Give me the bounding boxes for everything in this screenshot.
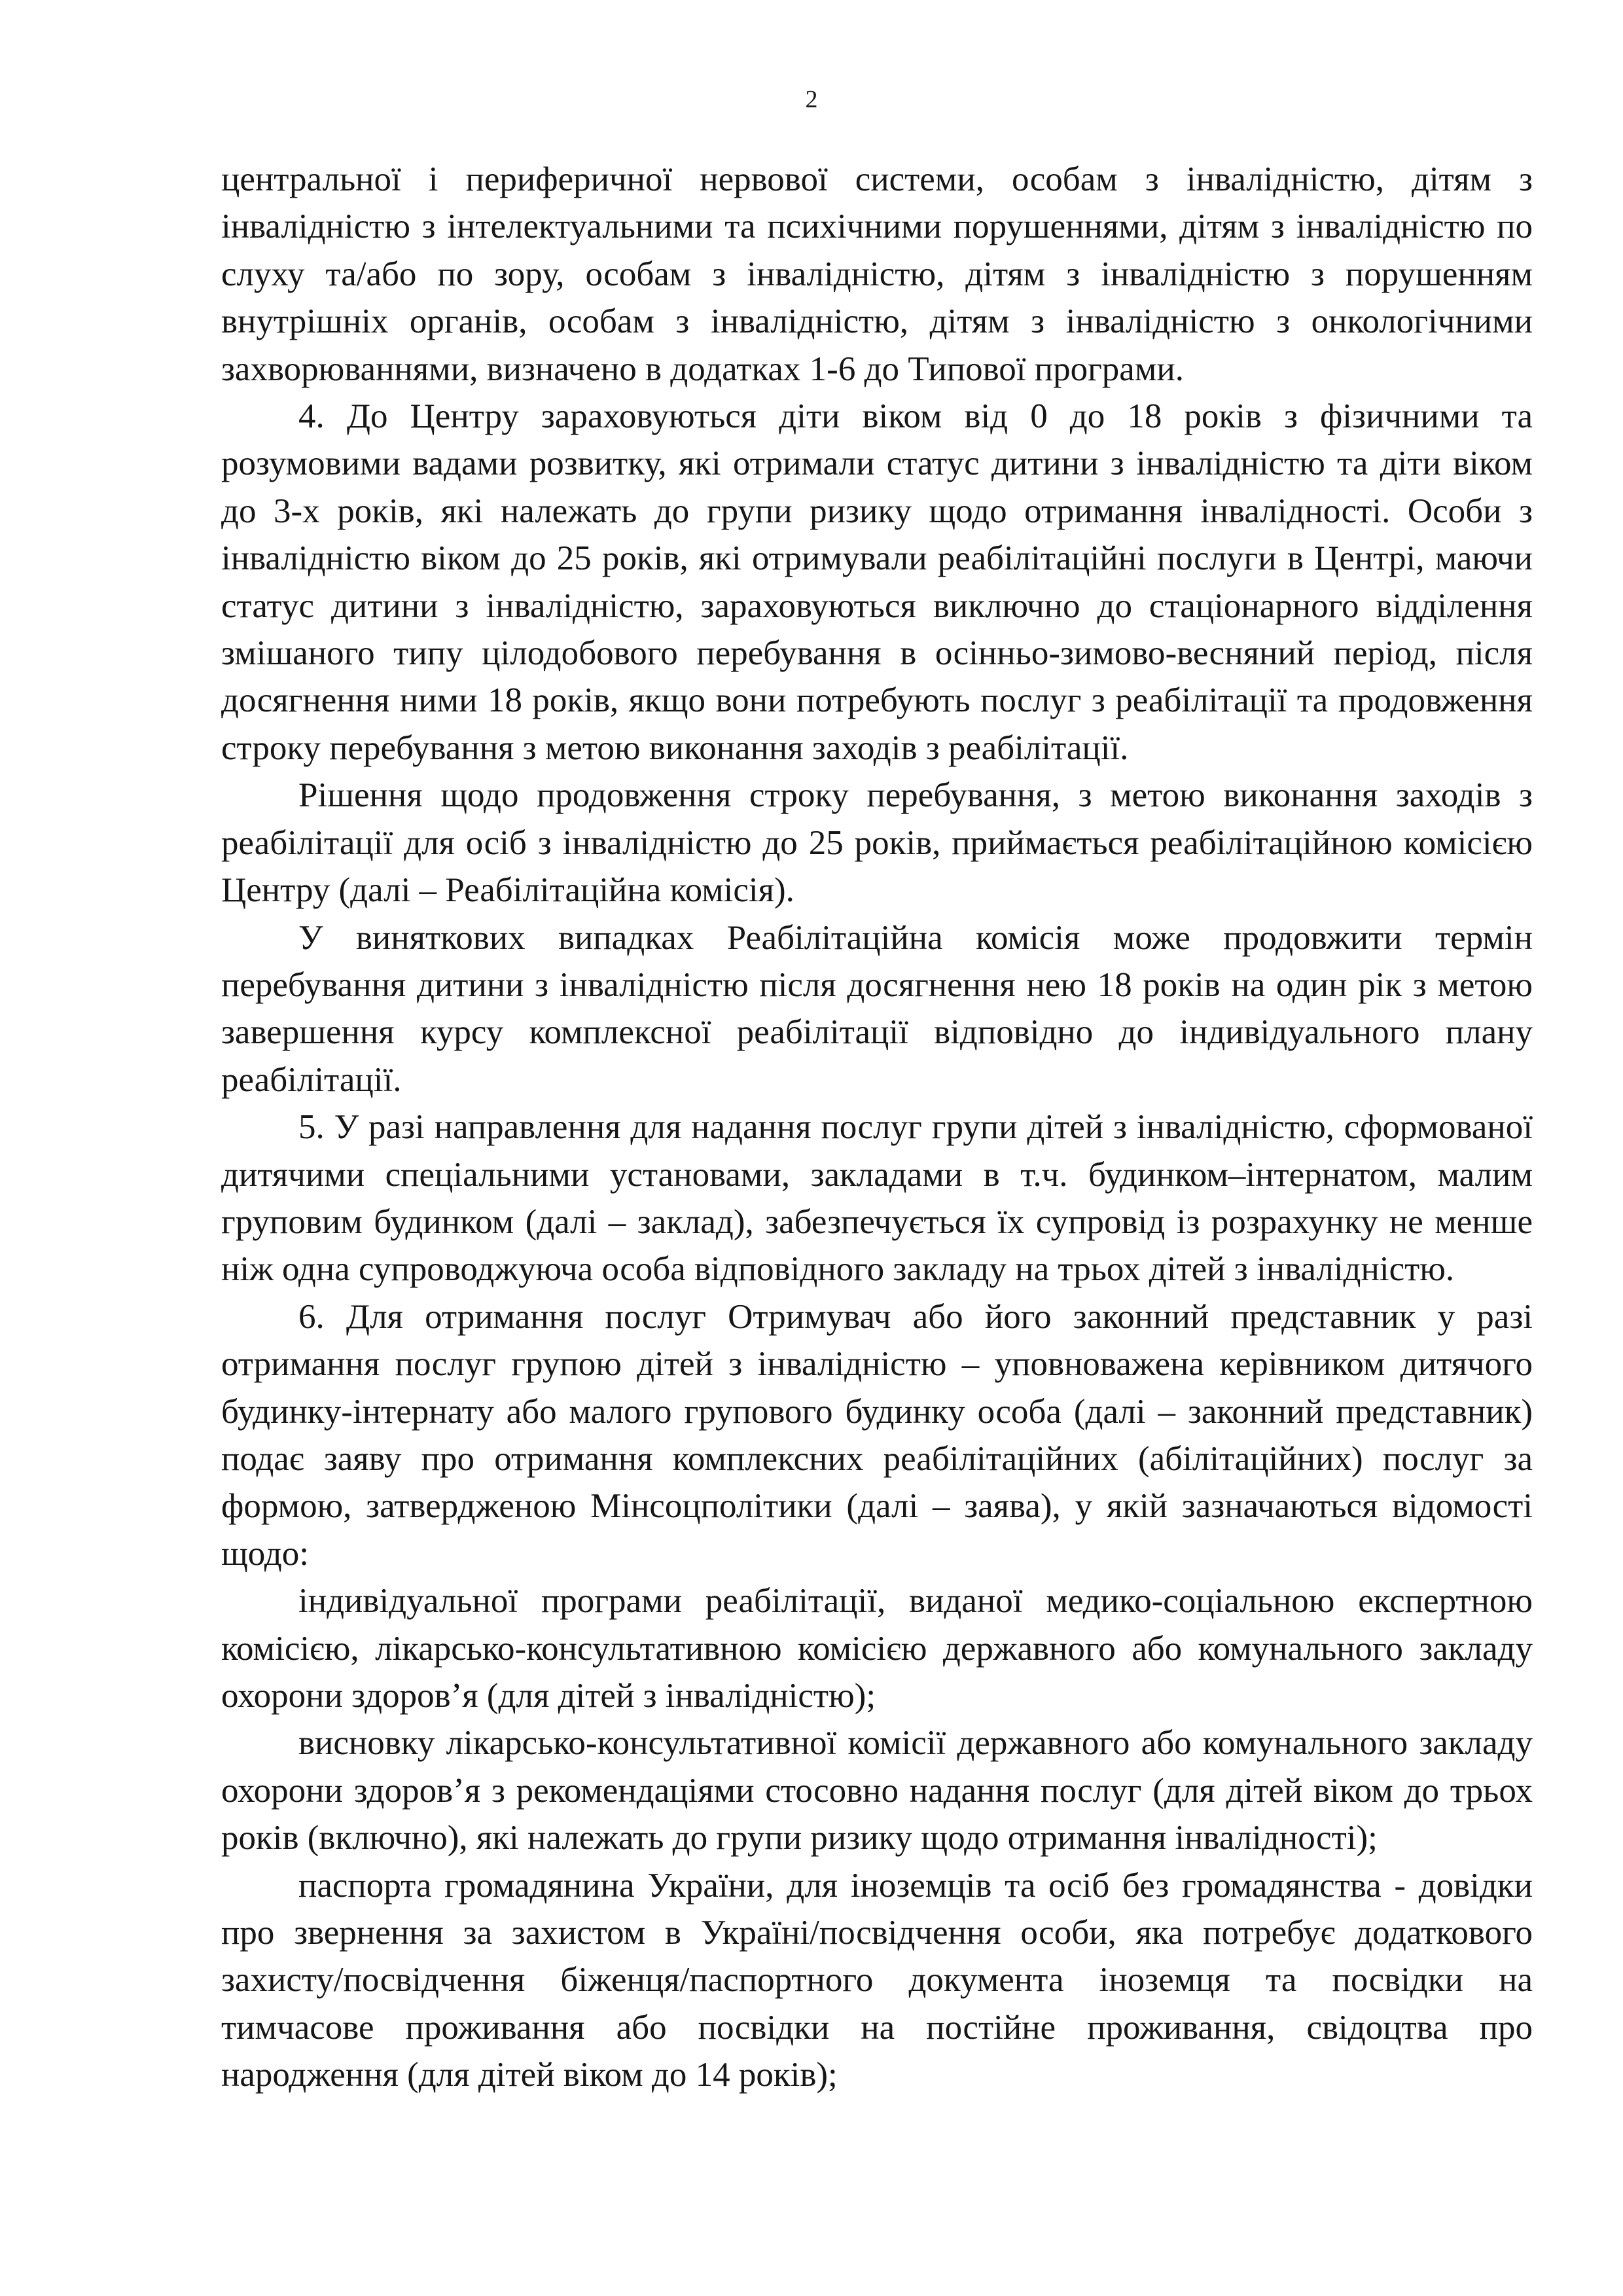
paragraph-extension-decision: Рішення щодо продовження строку перебування, з метою виконання заходів з реабілітації для осіб з інвалідністю до 25 років, приймається реабілітаційною комісією Центру (далі – Реабілітаційна комісія). (221, 776, 1533, 910)
paragraph-item-4: 4. До Центру зараховуються діти віком від 0 до 18 років з фізичними та розумовими вадами розвитку, які отримали статус дитини з інвалідністю та діти віком до 3-х років, які належать до групи ризику щодо отримання інвалідності. Особи з інвалідністю віком до 25 років, які отримували реабілітаційні послуги в Центрі, маючи статус дитини з інвалідністю, зараховуються виключно до стаціонарного відділення змішаного типу цілодобового перебування в осінньо-зимово-весняний період, після досягнення ними 18 років, якщо вони потребують послуг з реабілітації та продовження строку перебування з метою виконання заходів з реабілітації. (221, 397, 1533, 767)
paragraph-item-5: 5. У разі направлення для надання послуг групи дітей з інвалідністю, сформованої дитячими спеціальними установами, закладами в т.ч. будинком–інтернатом, малим груповим будинком (далі – заклад), забезпечується їх супровід із розрахунку не менше ніж одна супроводжуюча особа відповідного закладу на трьох дітей з інвалідністю. (221, 1108, 1533, 1289)
paragraph-continuation: центральної і периферичної нервової системи, особам з інвалідністю, дітям з інвалідністю з інтелектуальними та психічними порушеннями, дітям з інвалідністю по слуху та/або по зору, особам з інвалідністю, дітям з інвалідністю з порушенням внутрішніх органів, особам з інвалідністю, дітям з інвалідністю з онкологічними захворюваннями, визначено в додатках 1-6 до Типової програми. (221, 160, 1533, 388)
paragraph-medical-conclusion: висновку лікарсько-консультативної комісії державного або комунального закладу охорони здоров’я з рекомендаціями стосовно надання послуг (для дітей віком до трьох років (включно), які належать до групи ризику щодо отримання інвалідності); (221, 1724, 1533, 1857)
paragraph-passport: паспорта громадянина України, для іноземців та осіб без громадянства - довідки про звернення за захистом в Україні/посвідчення особи, яка потребує додаткового захисту/посвідчення біженця/паспортного документа іноземця та посвідки на тимчасове проживання або посвідки на постійне проживання, свідоцтва про народження (для дітей віком до 14 років); (221, 1866, 1533, 2094)
paragraph-item-6: 6. Для отримання послуг Отримувач або його законний представник у разі отримання послуг групою дітей з інвалідністю – уповноважена керівником дитячого будинку-інтернату або малого групового будинку особа (далі – законний представник) подає заяву про отримання комплексних реабілітаційних (абілітаційних) послуг за формою, затвердженою Мінсоцполітики (далі – заява), у якій зазначаються відомості щодо: (221, 1297, 1533, 1573)
paragraph-rehab-program: індивідуальної програми реабілітації, виданої медико-соціальною експертною комісією, лікарсько-консультативною комісією державного або комунального закладу охорони здоров’я (для дітей з інвалідністю); (221, 1582, 1533, 1715)
page-number: 2 (805, 86, 818, 113)
document-body (221, 156, 1533, 2099)
paragraph-exceptional-cases: У виняткових випадках Реабілітаційна комісія може продовжити термін перебування дитини з інвалідністю після досягнення нею 18 років на один рік з метою завершення курсу комплексної реабілітації відповідно до індивідуального плану реабілітації. (221, 918, 1533, 1099)
